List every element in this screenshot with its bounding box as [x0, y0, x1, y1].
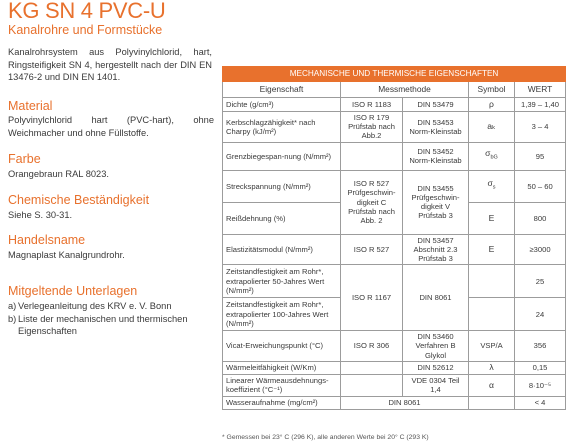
table-title: MECHANISCHE UND THERMISCHE EIGENSCHAFTEN: [223, 67, 566, 82]
cell-method-din: DIN 53479: [403, 98, 469, 112]
cell-value: 800: [515, 202, 566, 234]
cell-property: Reißdehnung (%): [223, 202, 341, 234]
cell-symbol: ρ: [469, 98, 515, 112]
farbe-text: Orangebraun RAL 8023.: [8, 169, 109, 179]
cell-method-din: DIN 8061: [403, 265, 469, 331]
cell-value: ≥3000: [515, 234, 566, 265]
page-subtitle: Kanalrohre und Formstücke: [8, 23, 163, 37]
cell-symbol: VSP/A: [469, 331, 515, 362]
cell-method-iso: ISO R 1167: [341, 265, 403, 331]
cell-symbol: [469, 298, 515, 331]
cell-method-iso: ISO R 306: [341, 331, 403, 362]
list-marker: b): [8, 313, 17, 324]
handel-heading: Handelsname: [8, 233, 86, 247]
symbol-sub: bG: [490, 154, 498, 161]
cell-method-din: DIN 52612: [403, 361, 469, 374]
cell-property: Streckspannung (N/mm²): [223, 170, 341, 202]
page-title: KG SN 4 PVC-U: [8, 0, 166, 23]
cell-method-din: DIN 53452 Norm-Kleinstab: [403, 142, 469, 170]
cell-method: DIN 8061: [341, 396, 469, 409]
cell-method-din: VDE 0304 Teil 1,4: [403, 374, 469, 396]
unterlagen-heading: Mitgeltende Unterlagen: [8, 284, 138, 298]
cell-value: 24: [515, 298, 566, 331]
cell-method-din: DIN 53457 Abschnitt 2.3 Prüfstab 3: [403, 234, 469, 265]
cell-property: Dichte (g/cm³): [223, 98, 341, 112]
symbol-main: σ: [487, 178, 493, 189]
cell-value: 50 – 60: [515, 170, 566, 202]
intro-text: Kanalrohrsystem aus Polyvinylchlorid, hart, Ringsteifigkeit SN 4, hergestellt nach der DIN EN 13476-2 und DIN EN 1401.: [8, 47, 212, 83]
cell-symbol: E: [469, 202, 515, 234]
cell-value: < 4: [515, 396, 566, 409]
material-heading: Material: [8, 99, 53, 113]
farbe-heading: Farbe: [8, 152, 41, 166]
cell-symbol: aₖ: [469, 112, 515, 143]
table-row: [223, 142, 566, 170]
cell-method-din: DIN 53460 Verfahren B Glykol: [403, 331, 469, 362]
cell-value: 3 – 4: [515, 112, 566, 143]
table-row: [223, 234, 566, 265]
list-marker: a): [8, 301, 17, 311]
cell-symbol: [469, 142, 515, 170]
cell-value: 0,15: [515, 361, 566, 374]
cell-value: 25: [515, 265, 566, 298]
table-footnote: * Gemessen bei 23° C (296 K), alle anderen Werte bei 20° C (293 K): [222, 434, 429, 441]
cell-symbol: λ: [469, 361, 515, 374]
cell-property: Vicat-Erweichungspunkt (°C): [223, 331, 341, 362]
list-item: [8, 313, 214, 338]
table-row: [223, 98, 566, 112]
table-row: [223, 112, 566, 143]
cell-property: Grenzbiegespan-nung (N/mm²): [223, 142, 341, 170]
cell-symbol: α: [469, 374, 515, 396]
list-text: Liste der mechanischen und thermischen Eigenschaften: [18, 313, 188, 337]
cell-symbol: [469, 170, 515, 202]
cell-method-din: DIN 53455 Prüfgeschwin-digkeit V Prüfstab 3: [403, 170, 469, 234]
table-row: [223, 361, 566, 374]
col-header-symbol: Symbol: [469, 82, 515, 98]
cell-property: Wärmeleitfähigkeit (W/Km): [223, 361, 341, 374]
cell-property: Kerbschlagzähigkeit* nach Charpy (kJ/m²): [223, 112, 341, 143]
col-header-property: Eigenschaft: [223, 82, 341, 98]
cell-method-iso: [341, 374, 403, 396]
cell-method-iso: ISO R 179 Prüfstab nach Abb.2: [341, 112, 403, 143]
symbol-main: σ: [485, 148, 491, 159]
cell-property: Zeitstandfestigkeit am Rohr*, extrapolierter 50-Jahres Wert (N/mm²): [223, 265, 341, 298]
list-text: Verlegeanleitung des KRV e. V. Bonn: [18, 301, 172, 311]
cell-property: Elastizitätsmodul (N/mm²): [223, 234, 341, 265]
cell-symbol: [469, 396, 515, 409]
cell-value: 8·10⁻⁵: [515, 374, 566, 396]
cell-method-iso: ISO R 527: [341, 234, 403, 265]
cell-value: 95: [515, 142, 566, 170]
cell-method-iso: ISO R 1183: [341, 98, 403, 112]
cell-method-iso: [341, 361, 403, 374]
handel-text: Magnaplast Kanalgrundrohr.: [8, 250, 125, 260]
table-row: [223, 331, 566, 362]
table-row: [223, 265, 566, 298]
cell-property: Wasseraufnahme (mg/cm²): [223, 396, 341, 409]
cell-method-iso: ISO R 527 Prüfgeschwin-digkeit C Prüfstab nach Abb. 2: [341, 170, 403, 234]
table-row: [223, 396, 566, 409]
list-item: [8, 300, 214, 313]
cell-symbol: [469, 265, 515, 298]
cell-value: 1,39 – 1,40: [515, 98, 566, 112]
cell-property: Linearer Wärmeausdehnungs-koeffizient (°C⁻¹): [223, 374, 341, 396]
material-text: Polyvinylchlorid hart (PVC-hart), ohne Weichmacher und ohne Füllstoffe.: [8, 115, 214, 138]
table-row: [223, 170, 566, 202]
col-header-method: Messmethode: [341, 82, 469, 98]
cell-value: 356: [515, 331, 566, 362]
cell-symbol: E: [469, 234, 515, 265]
properties-table: [222, 66, 566, 410]
cell-method-iso: [341, 142, 403, 170]
col-header-value: WERT: [515, 82, 566, 98]
cell-method-din: DIN 53453 Norm-Kleinstab: [403, 112, 469, 143]
chemie-heading: Chemische Beständigkeit: [8, 193, 150, 207]
table-row: [223, 374, 566, 396]
chemie-text: Siehe S. 30-31.: [8, 210, 73, 220]
cell-property: Zeitstandfestigkeit am Rohr*, extrapolierter 100-Jahres Wert (N/mm²): [223, 298, 341, 331]
symbol-sub: s: [492, 184, 496, 191]
unterlagen-list: [8, 300, 214, 338]
